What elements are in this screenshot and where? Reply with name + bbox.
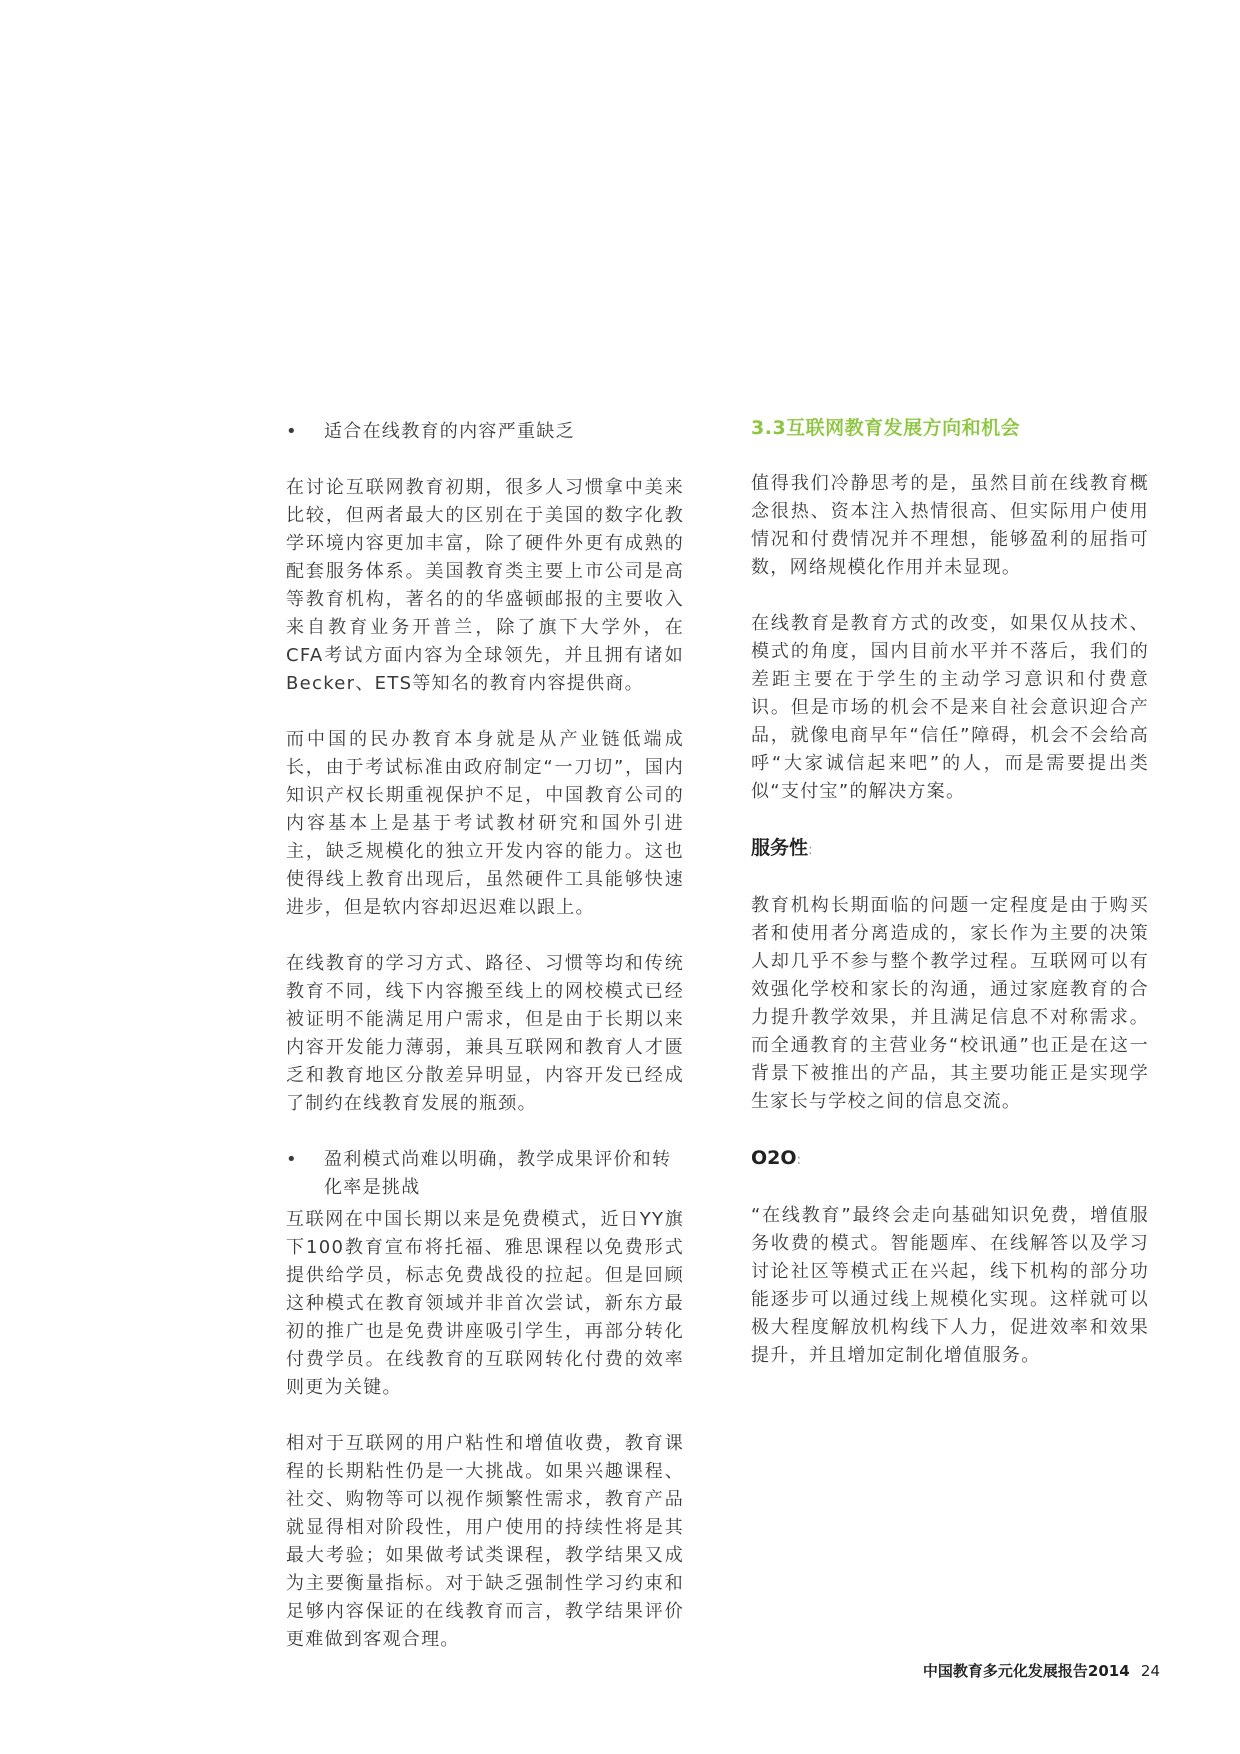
left-column — [286, 418, 684, 1682]
report-title: 中国教育多元化发展报告2014 — [922, 1662, 1130, 1680]
paragraph: 在讨论互联网教育初期，很多人习惯拿中美来比较，但两者最大的区别在于美国的数字化教学环境内容更加丰富，除了硬件外更有成熟的配套服务体系。美国教育类主要上市公司是高等教育机构，著名的的华盛顿邮报的主要收入来自教育业务开普兰，除了旗下大学外，在CFA考试方面内容为全球领先，并且拥有诸如Becker、ETS等知名的教育内容提供商。 — [286, 477, 684, 694]
paragraph: 互联网在中国长期以来是免费模式，近日YY旗下100教育宣布将托福、雅思课程以免费形式提供给学员，标志免费战役的拉起。但是回顾这种模式在教育领域并非首次尝试，新东方最初的推广也是免费讲座吸引学生，再部分转化付费学员。在线教育的互联网转化付费的效率则更为关键。 — [286, 1209, 684, 1398]
paragraph: 在线教育的学习方式、路径、习惯等均和传统教育不同，线下内容搬至线上的网校模式已经被证明不能满足用户需求，但是由于长期以来内容开发能力薄弱，兼具互联网和教育人才匮乏和教育地区分散差异明显，内容开发已经成了制约在线教育发展的瓶颈。 — [286, 953, 684, 1114]
paragraph: 相对于互联网的用户粘性和增值收费，教育课程的长期粘性仍是一大挑战。如果兴趣课程、社交、购物等可以视作频繁性需求，教育产品就显得相对阶段性，用户使用的持续性将是其最大考验；如果做考试类课程，教学结果又成为主要衡量指标。对于缺乏强制性学习约束和足够内容保证的在线教育而言，教学结果评价更难做到客观合理。 — [286, 1433, 684, 1650]
paragraph: 教育机构长期面临的问题一定程度是由于购买者和使用者分离造成的，家长作为主要的决策人却几乎不参与整个教学过程。互联网可以有效强化学校和家长的沟通，通过家庭教育的合力提升教学效果，并且满足信息不对称需求。而全通教育的主营业务“校讯通”也正是在这一背景下被推出的产品，其主要功能正是实现学生家长与学校之间的信息交流。 — [751, 895, 1149, 1112]
heading-colon: : — [796, 1152, 802, 1168]
section-title: 3.3互联网教育发展方向和机会 — [751, 417, 1021, 439]
heading-colon: : — [808, 842, 813, 858]
page-number: 24 — [1140, 1662, 1160, 1680]
paragraph: 在线教育是教育方式的改变，如果仅从技术、模式的角度，国内目前水平并不落后，我们的差距主要在于学生的主动学习意识和付费意识。但是市场的机会不是来自社会意识迎合产品，就像电商早年“信任”障碍，机会不会给高呼“大家诚信起来吧”的人，而是需要提出类似“支付宝”的解决方案。 — [751, 613, 1149, 802]
heading-service — [751, 834, 1149, 864]
right-column — [751, 414, 1149, 1398]
paragraph: 值得我们冷静思考的是，虽然目前在线教育概念很热、资本注入热情很高、但实际用户使用情况和付费情况并不理想，能够盈利的屈指可数，网络规模化作用并未显现。 — [751, 473, 1149, 578]
paragraph: 而中国的民办教育本身就是从产业链低端成长，由于考试标准由政府制定“一刀切”，国内知识产权长期重视保护不足，中国教育公司的内容基本上是基于考试教材研究和国外引进主，缺乏规模化的独立开发内容的能力。这也使得线上教育出现后，虽然硬件工具能够快速进步，但是软内容却迟迟难以跟上。 — [286, 729, 684, 918]
bullet-text: 盈利模式尚难以明确，教学成果评价和转化率是挑战 — [324, 1149, 672, 1198]
heading-service-text: 服务性 — [751, 837, 809, 859]
paragraph: “在线教育”最终会走向基础知识免费，增值服务收费的模式。智能题库、在线解答以及学习讨论社区等模式正在兴起，线下机构的部分功能逐步可以通过线上规模化实现。这样就可以极大程度解放机构线下人力，促进效率和效果提升，并且增加定制化增值服务。 — [751, 1205, 1149, 1366]
heading-o2o-text: O2O — [751, 1147, 797, 1169]
bullet-item — [286, 1146, 684, 1202]
bullet-dot: • — [286, 421, 298, 442]
bullet-text: 适合在线教育的内容严重缺乏 — [324, 421, 575, 442]
heading-o2o — [751, 1144, 1149, 1174]
page-footer — [923, 1660, 1160, 1681]
bullet-item — [286, 418, 684, 446]
bullet-dot: • — [286, 1149, 298, 1170]
